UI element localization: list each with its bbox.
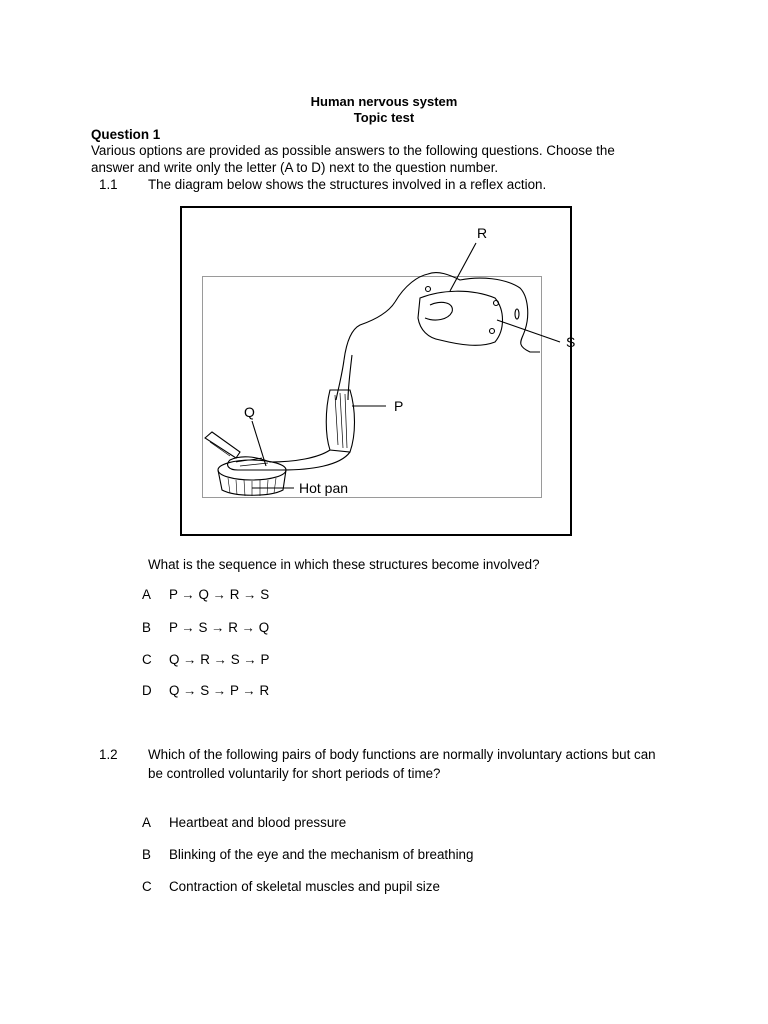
question-text-1-2-line-1: Which of the following pairs of body functions are normally involuntary actions but can [148, 747, 656, 762]
option-text: Q → R → S → P [169, 652, 270, 667]
option-text: Heartbeat and blood pressure [169, 815, 347, 830]
option-text: Blinking of the eye and the mechanism of breathing [169, 847, 474, 862]
question-prompt-1-1: What is the sequence in which these structures become involved? [148, 557, 540, 572]
label-hot-pan: Hot pan [299, 480, 349, 496]
option-letter: B [142, 620, 151, 635]
pointer-R [450, 243, 476, 291]
page-subtitle: Topic test [353, 110, 415, 125]
option-text: Q → S → P → R [169, 683, 270, 698]
option-text: P → S → R → Q [169, 620, 270, 635]
option-letter: B [142, 847, 151, 862]
pan-handle [205, 432, 240, 458]
question-text-1-1: The diagram below shows the structures involved in a reflex action. [148, 177, 547, 192]
question-number-1-2: 1.2 [99, 747, 118, 762]
option-text: Contraction of skeletal muscles and pupil size [169, 879, 440, 894]
option-letter: A [142, 815, 151, 830]
label-S: S [566, 334, 576, 350]
instructions-line-1: Various options are provided as possible answers to the following questions. Choose the [91, 143, 615, 158]
instructions-line-2: answer and write only the letter (A to D) next to the question number. [91, 160, 499, 175]
option-letter: C [142, 879, 152, 894]
spinal-cord-section [418, 291, 503, 345]
pointer-S [497, 320, 560, 342]
option-letter: C [142, 652, 152, 667]
label-P: P [394, 398, 404, 414]
page-title: Human nervous system [310, 94, 458, 109]
question-heading: Question 1 [91, 127, 161, 142]
question-number-1-1: 1.1 [99, 177, 118, 192]
option-letter: D [142, 683, 152, 698]
label-Q: Q [244, 404, 255, 420]
option-text: P → Q → R → S [169, 587, 270, 602]
head-outline [395, 273, 540, 352]
question-text-1-2-line-2: be controlled voluntarily for short periods of time? [148, 766, 441, 781]
option-letter: A [142, 587, 151, 602]
label-R: R [477, 225, 488, 241]
